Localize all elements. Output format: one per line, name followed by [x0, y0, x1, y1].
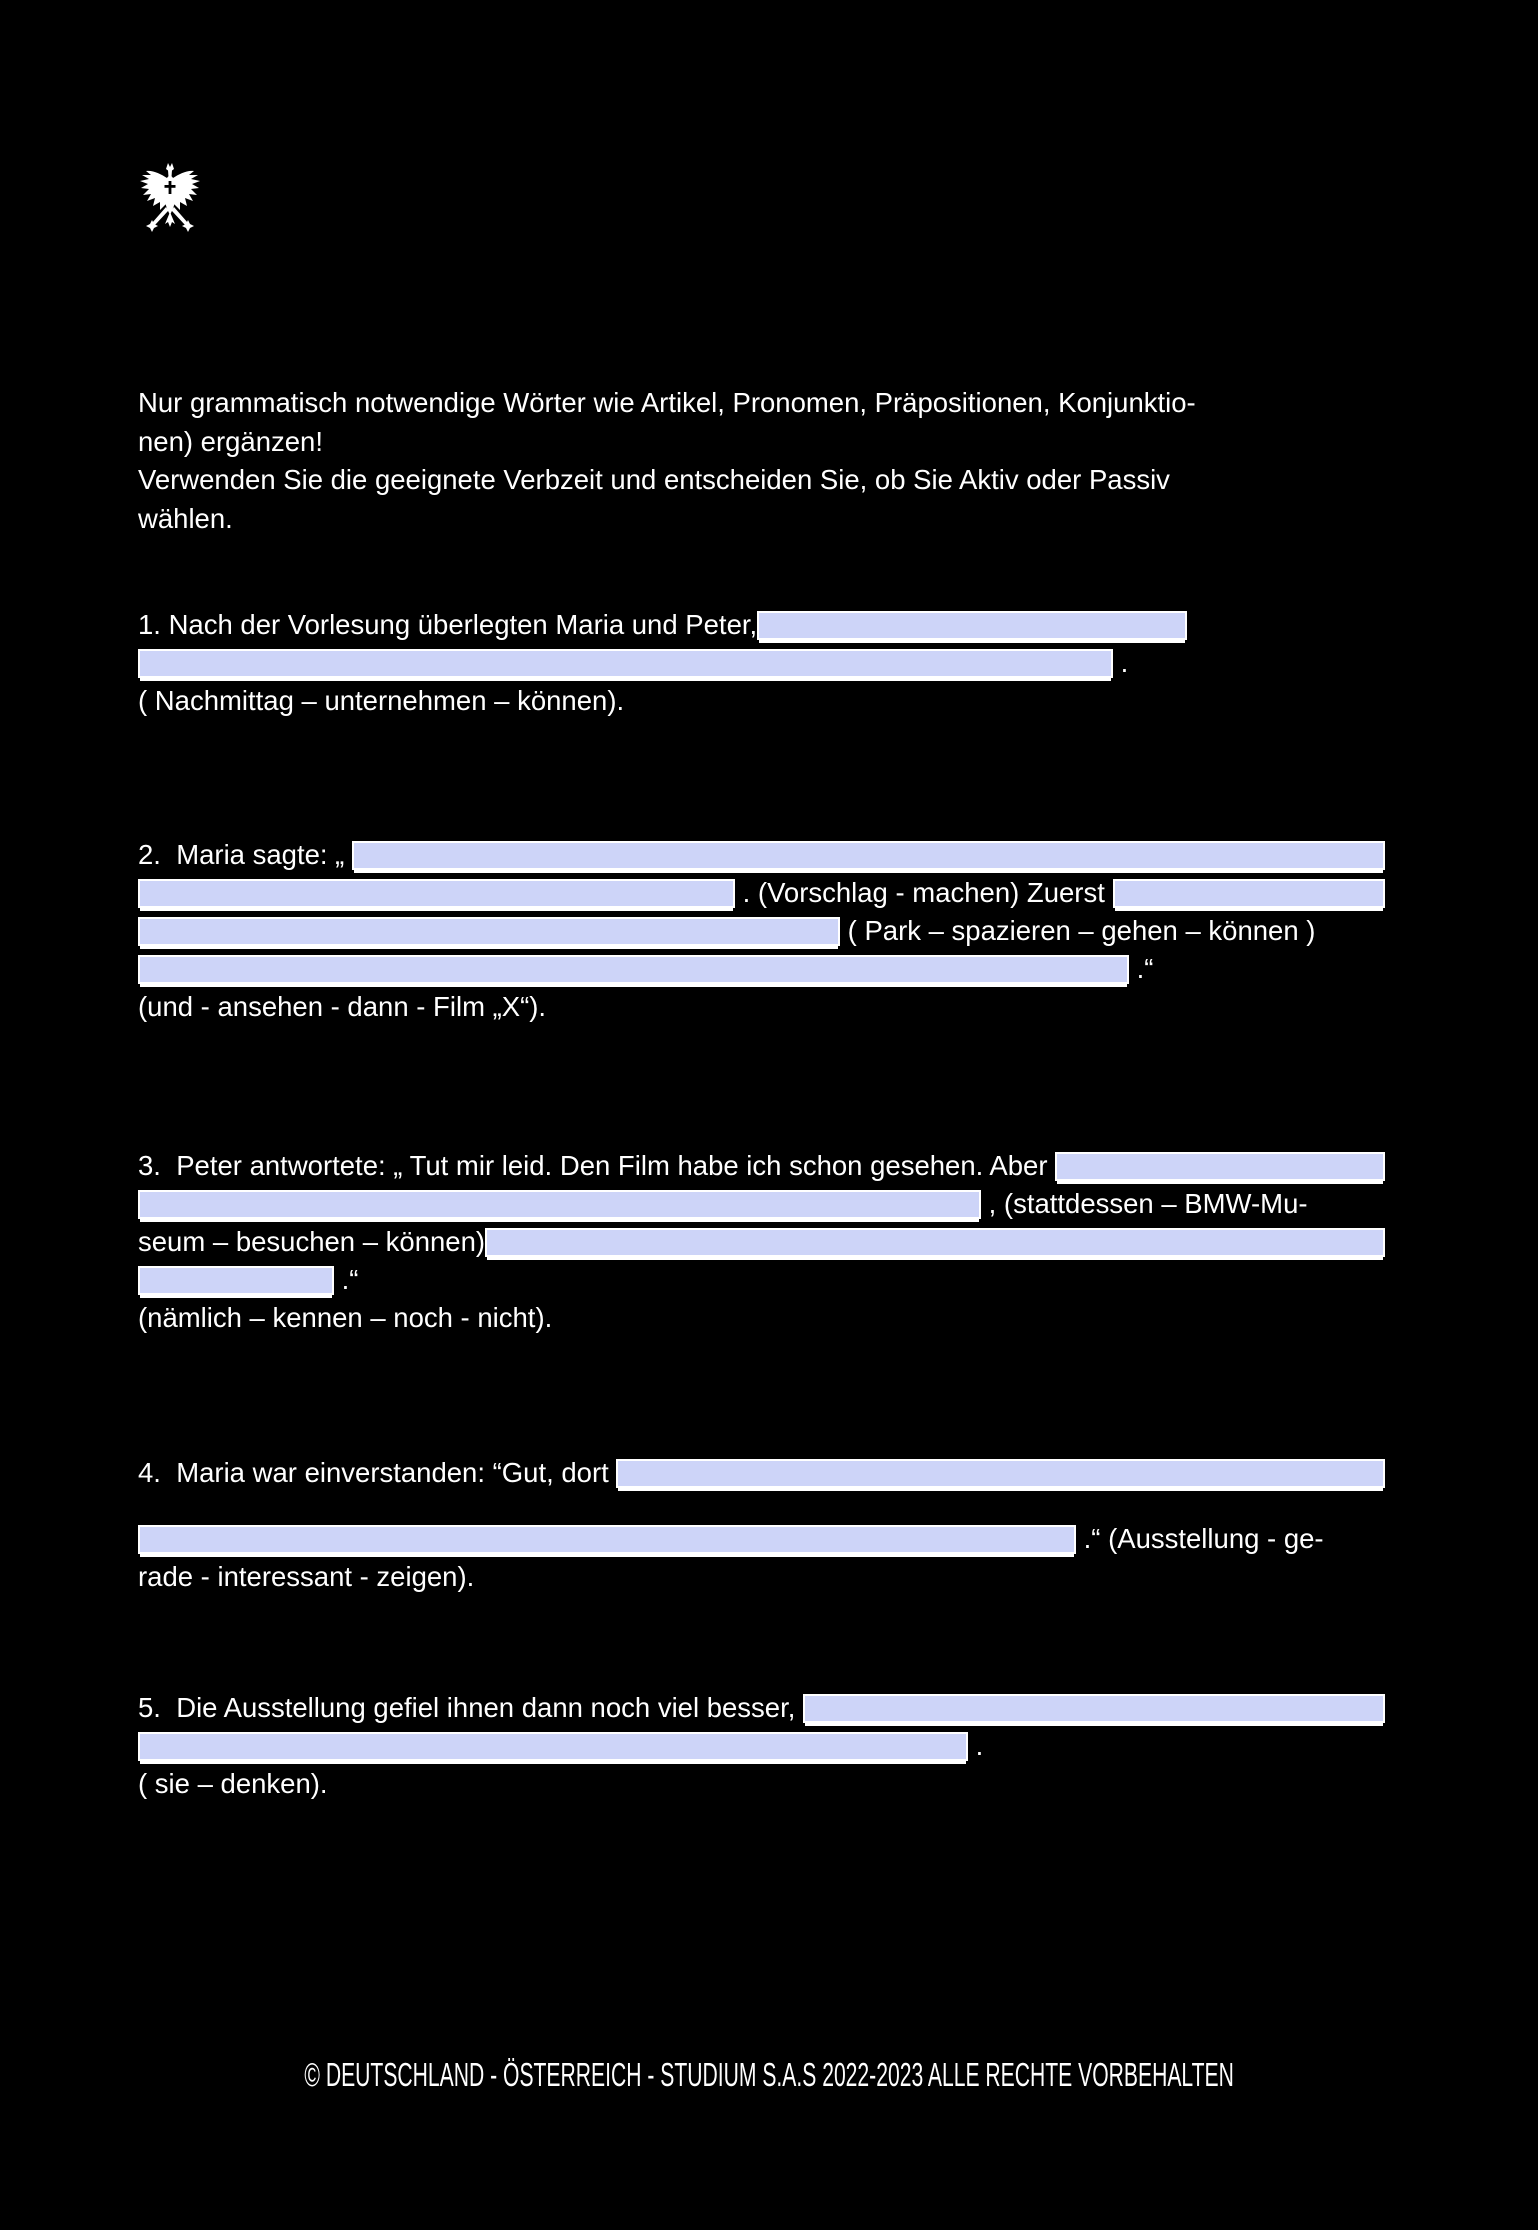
answer-blank[interactable] — [616, 1459, 1385, 1488]
question-line — [138, 950, 1385, 988]
question-line — [138, 1185, 1385, 1223]
question-text: 3. Peter antwortete: „ Tut mir leid. Den Film habe ich schon gesehen. Aber — [138, 1150, 1056, 1181]
question-text: 2. Maria sagte: „ — [138, 839, 352, 870]
answer-blank[interactable] — [138, 879, 735, 908]
question-text: , (stattdessen – BMW-Mu- — [981, 1188, 1308, 1219]
question-text: .“ — [1129, 953, 1154, 984]
question-text: 4. Maria war einverstanden: “Gut, dort — [138, 1457, 617, 1488]
question-text: 1. Nach der Vorlesung überlegten Maria und Peter, — [138, 609, 758, 640]
question-text: ( Park – spazieren – gehen – können ) — [840, 915, 1316, 946]
answer-blank[interactable] — [352, 841, 1385, 870]
instruction-line: wählen. — [138, 502, 233, 534]
answer-blank[interactable] — [138, 1266, 334, 1295]
question-line — [138, 1223, 1385, 1261]
answer-blank[interactable] — [138, 649, 1113, 678]
question-line — [138, 874, 1385, 912]
question-text: . — [968, 1730, 984, 1761]
question-text: . — [1113, 647, 1129, 678]
question-line — [138, 1689, 1385, 1727]
answer-blank[interactable] — [1113, 879, 1386, 908]
question-line — [138, 1558, 1385, 1596]
question-line — [138, 1727, 1385, 1765]
question-line — [138, 1520, 1385, 1558]
answer-blank[interactable] — [138, 1525, 1076, 1554]
question-line — [138, 644, 1385, 682]
question-text: ( Nachmittag – unternehmen – können). — [138, 685, 625, 716]
austrian-eagle-icon — [139, 162, 201, 234]
answer-blank[interactable] — [138, 955, 1129, 984]
footer-text: © DEUTSCHLAND - ÖSTERREICH - STUDIUM S.A.S 2022-2023 ALLE RECHTE VORBEHALTEN — [304, 2056, 1234, 2093]
answer-blank[interactable] — [485, 1228, 1385, 1257]
question-text: (nämlich – kennen – noch - nicht). — [138, 1302, 553, 1333]
footer-copyright — [0, 2057, 1538, 2093]
question-text: (und - ansehen - dann - Film „X“). — [138, 991, 547, 1022]
question-text: . (Vorschlag - machen) Zuerst — [735, 877, 1113, 908]
question-text: rade - interessant - zeigen). — [138, 1561, 475, 1592]
question-line — [138, 1765, 1385, 1803]
austrian-eagle-emblem — [139, 162, 201, 234]
questions-section — [138, 606, 1385, 1803]
question-line — [138, 1299, 1385, 1337]
question-1 — [138, 606, 1385, 720]
question-line — [138, 606, 1385, 644]
question-5 — [138, 1689, 1385, 1803]
instruction-line: nen) ergänzen! — [138, 425, 323, 457]
question-line — [138, 1454, 1385, 1492]
answer-blank[interactable] — [1055, 1152, 1385, 1181]
instructions-block — [138, 384, 1408, 538]
question-line — [138, 682, 1385, 720]
question-line — [138, 988, 1385, 1026]
instruction-line: Verwenden Sie die geeignete Verbzeit und entscheiden Sie, ob Sie Aktiv oder Passiv — [138, 464, 1170, 495]
question-text: 5. Die Ausstellung gefiel ihnen dann noch viel besser, — [138, 1692, 804, 1723]
instruction-line: Nur grammatisch notwendige Wörter wie Artikel, Pronomen, Präpositionen, Konjunktio- — [138, 387, 1196, 418]
answer-blank[interactable] — [138, 1732, 968, 1761]
line-spacer — [138, 1492, 1385, 1520]
answer-blank[interactable] — [757, 611, 1187, 640]
question-text: ( sie – denken). — [138, 1768, 328, 1799]
question-text: .“ (Ausstellung - ge- — [1076, 1523, 1324, 1554]
question-2 — [138, 836, 1385, 1026]
question-3 — [138, 1147, 1385, 1337]
question-text: .“ — [334, 1264, 359, 1295]
question-line — [138, 912, 1385, 950]
answer-blank[interactable] — [138, 917, 840, 946]
question-line — [138, 836, 1385, 874]
question-line — [138, 1261, 1385, 1299]
question-text: seum – besuchen – können) — [138, 1226, 486, 1257]
question-4 — [138, 1454, 1385, 1596]
answer-blank[interactable] — [138, 1190, 981, 1219]
answer-blank[interactable] — [803, 1694, 1385, 1723]
question-line — [138, 1147, 1385, 1185]
